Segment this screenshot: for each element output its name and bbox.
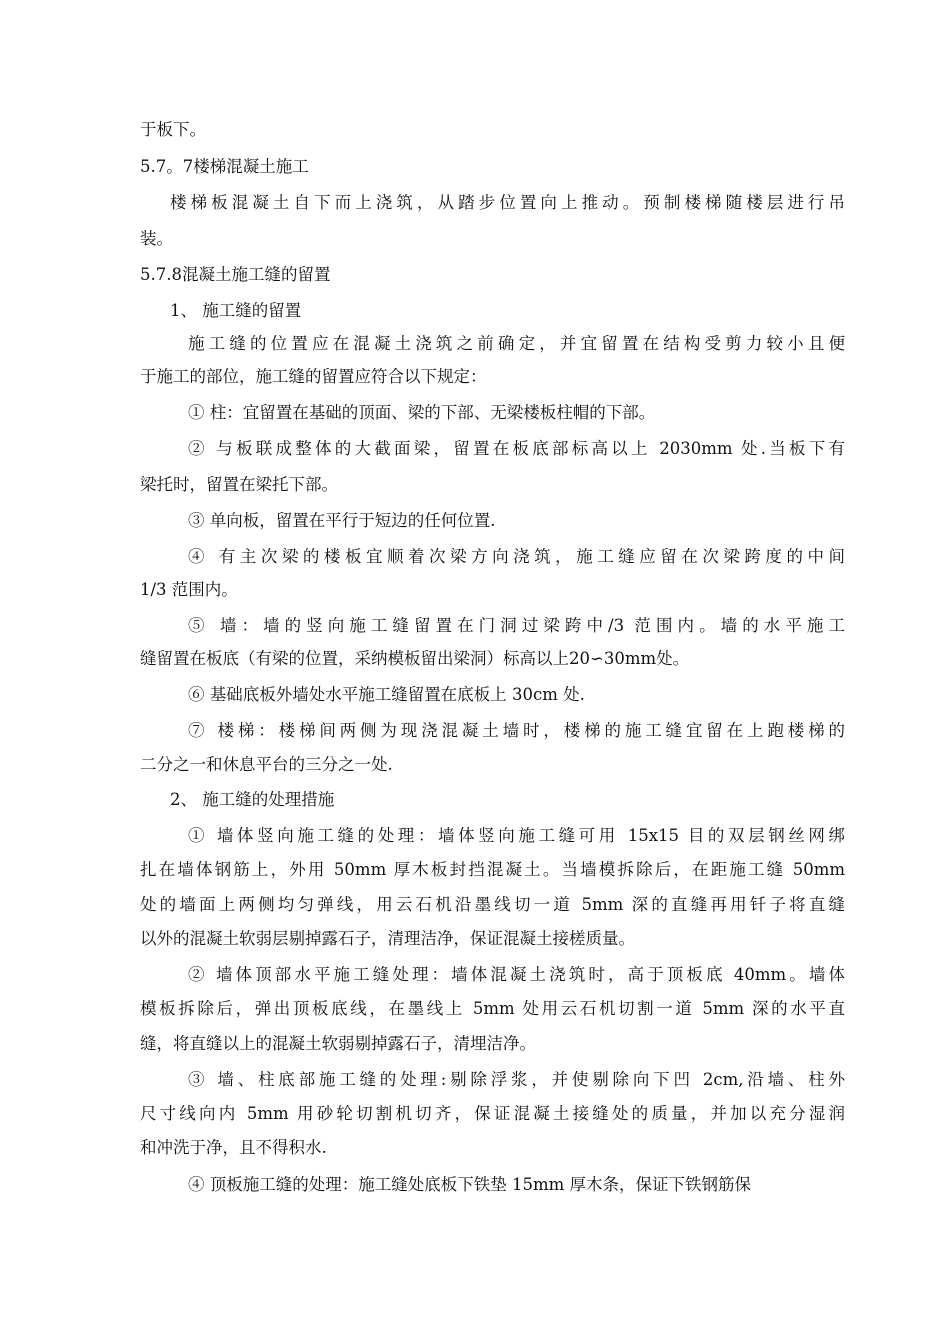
list-item-continuation: 尺寸线向内 5mm 用砂轮切割机切齐，保证混凝土接缝处的质量，并加以充分湿润 — [140, 1104, 845, 1123]
section-heading: 5.7.8混凝土施工缝的留置 — [140, 265, 331, 284]
list-item-continuation: 缝留置在板底（有梁的位置，采纳模板留出梁洞）标高以上20∽30mm处。 — [140, 649, 690, 668]
list-item: ③ 单向板，留置在平行于短边的任何位置. — [188, 511, 496, 530]
list-item-continuation: 以外的混凝土软弱层剔掉露石子，清理洁净，保证混凝土接槎质量。 — [140, 929, 635, 948]
list-item-continuation: 梁托时，留置在梁托下部。 — [140, 475, 338, 494]
list-item: ① 柱：宜留置在基础的顶面、梁的下部、无梁楼板柱帽的下部。 — [188, 403, 656, 422]
list-item-continuation: 二分之一和休息平台的三分之一处. — [140, 755, 393, 774]
list-item-continuation: 扎在墙体钢筋上，外用 50mm 厚木板封挡混凝土。当墙模拆除后，在距施工缝 50mm — [140, 860, 845, 879]
list-item: ③ 墙、柱底部施工缝的处理:剔除浮浆，并使剔除向下凹 2cm,沿墙、柱外 — [188, 1070, 845, 1089]
list-item: ② 与板联成整体的大截面梁，留置在板底部标高以上 2030mm 处.当板下有 — [188, 439, 845, 458]
list-item: ④ 有主次梁的楼板宜顺着次梁方向浇筑，施工缝应留在次梁跨度的中间 — [188, 547, 845, 566]
list-item: ② 墙体顶部水平施工缝处理：墙体混凝土浇筑时，高于顶板底 40mm。墙体 — [188, 965, 845, 984]
section-heading: 5.7。7楼梯混凝土施工 — [140, 157, 309, 176]
list-item-continuation: 缝，将直缝以上的混凝土软弱剔掉露石子，清埋洁净。 — [140, 1034, 536, 1053]
list-item: ⑥ 基础底板外墙处水平施工缝留置在底板上 30cm 处. — [188, 685, 585, 704]
subsection-heading: 1、 施工缝的留置 — [170, 301, 302, 320]
list-item-continuation: 模板拆除后，弹出顶板底线，在墨线上 5mm 处用云石机切割一道 5mm 深的水平直 — [140, 999, 845, 1018]
paragraph-line: 装。 — [140, 229, 173, 248]
list-item: ④ 顶板施工缝的处理：施工缝处底板下铁垫 15mm 厚木条，保证下铁钢筋保 — [188, 1175, 752, 1194]
paragraph-line: 于施工的部位，施工缝的留置应符合以下规定： — [140, 367, 487, 386]
list-item-continuation: 处的墙面上两侧均匀弹线，用云石机沿墨线切一道 5mm 深的直缝再用钎子将直缝 — [140, 895, 845, 914]
list-item-continuation: 和冲洗于净，且不得积水. — [140, 1138, 327, 1157]
subsection-heading: 2、 施工缝的处理措施 — [170, 790, 335, 809]
list-item: ⑦ 楼梯：楼梯间两侧为现浇混凝土墙时，楼梯的施工缝宜留在上跑楼梯的 — [188, 721, 845, 740]
list-item: ⑤ 墙：墙的竖向施工缝留置在门洞过梁跨中/3 范围内。墙的水平施工 — [188, 616, 845, 635]
list-item: ① 墙体竖向施工缝的处理：墙体竖向施工缝可用 15x15 目的双层钢丝网绑 — [188, 826, 845, 845]
paragraph-line: 楼梯板混凝土自下而上浇筑，从踏步位置向上推动。预制楼梯随楼层进行吊 — [170, 193, 845, 212]
list-item-continuation: 1/3 范围内。 — [140, 580, 238, 599]
text-line: 于板下。 — [140, 120, 206, 139]
paragraph-line: 施工缝的位置应在混凝土浇筑之前确定，并宜留置在结构受剪力较小且便 — [188, 334, 845, 353]
